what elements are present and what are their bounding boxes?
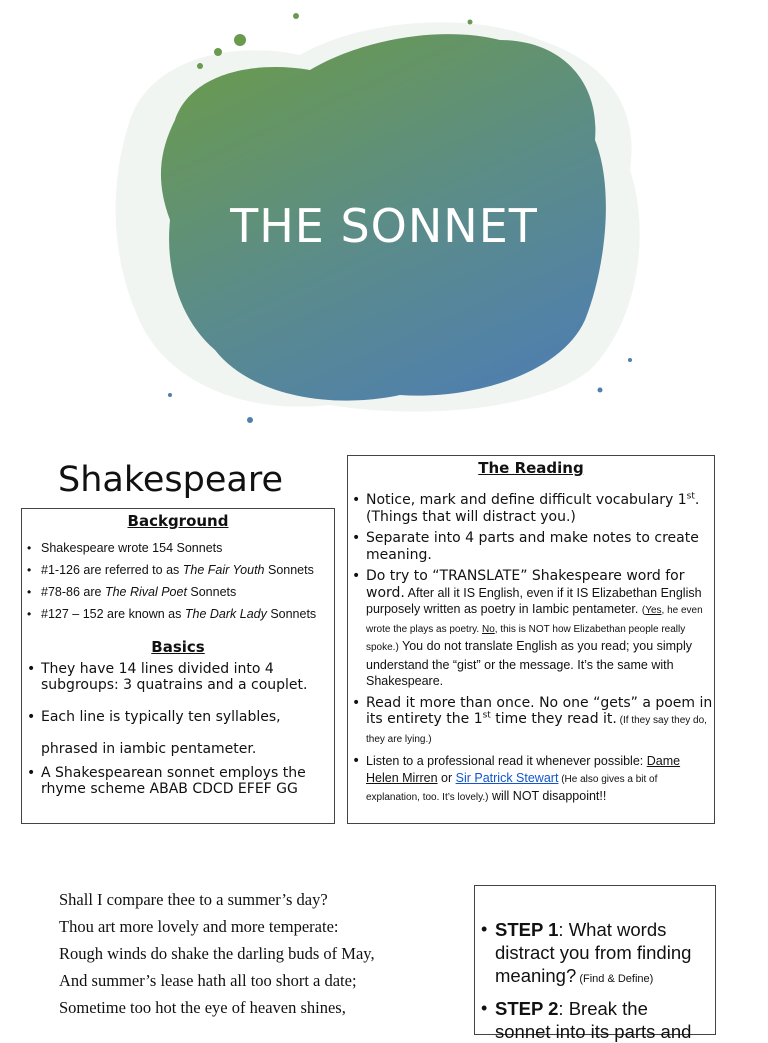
title-slide <box>0 0 768 432</box>
basics-item: • They have 14 lines divided into 4 subgroups: 3 quatrains and a couplet. <box>41 661 334 693</box>
poem-line: Rough winds do shake the darling buds of May, <box>59 944 375 963</box>
reading-item: • Do try to “TRANSLATE” Shakespeare word for word. After all it IS English, even if it IS Elizabethan English purposely written as poetry in Iambic pentameter. (Yes, he even wrote the plays as poetry. No, this is NOT how Elizabethan people really spoke.) You do not translate English as you read; you simply understand the “gist” or the message. It’s the same with Shakespeare. <box>366 568 714 690</box>
basics-item: • Each line is typically ten syllables, phrased in iambic pentameter. <box>41 701 334 765</box>
background-item: • #127 – 152 are known as The Dark Lady Sonnets <box>41 603 334 625</box>
basics-heading: Basics <box>151 638 205 656</box>
reading-item: • Read it more than once. No one “gets” a poem in its entirety the 1st time they read it. (If they say they do, they are lying.) <box>366 695 714 749</box>
reading-list <box>348 492 714 807</box>
poem-line: Sometime too hot the eye of heaven shines, <box>59 998 346 1017</box>
reading-box <box>347 455 715 824</box>
reading-item: • Separate into 4 parts and make notes to create meaning. <box>366 530 714 563</box>
steps-list <box>475 918 715 1043</box>
basics-list <box>22 661 334 797</box>
step-item: • STEP 2: Break the sonnet into its parts and <box>495 997 707 1043</box>
poem-line: And summer’s lease hath all too short a date; <box>59 971 357 990</box>
background-item: • #1-126 are referred to as The Fair Youth Sonnets <box>41 559 334 581</box>
reading-item: • Listen to a professional read it whenever possible: Dame Helen Mirren or Sir Patrick Stewart (He also gives a bit of explanation, too. It’s lovely.) will NOT disappoint!! <box>366 753 714 807</box>
slide-title: THE SONNET <box>230 199 538 253</box>
reading-item: • Notice, mark and define difficult vocabulary 1st. (Things that will distract you.) <box>366 492 714 525</box>
sonnet-text <box>59 886 375 1021</box>
shakespeare-heading: Shakespeare <box>58 460 283 500</box>
helen-mirren-link[interactable]: Dame Helen Mirren <box>366 754 681 785</box>
background-list <box>22 537 334 625</box>
reading-heading: The Reading <box>478 459 584 477</box>
background-heading: Background <box>127 512 229 530</box>
background-box <box>21 508 335 824</box>
background-item: • #78-86 are The Rival Poet Sonnets <box>41 581 334 603</box>
background-item: • Shakespeare wrote 154 Sonnets <box>41 537 334 559</box>
patrick-stewart-link[interactable]: Sir Patrick Stewart <box>455 770 559 785</box>
step-item: • STEP 1: What words distract you from finding meaning? (Find & Define) <box>495 918 707 991</box>
steps-box <box>474 885 716 1042</box>
poem-line: Thou art more lovely and more temperate: <box>59 917 339 936</box>
poem-line: Shall I compare thee to a summer’s day? <box>59 890 328 909</box>
basics-item: • A Shakespearean sonnet employs the rhyme scheme ABAB CDCD EFEF GG <box>41 765 334 797</box>
